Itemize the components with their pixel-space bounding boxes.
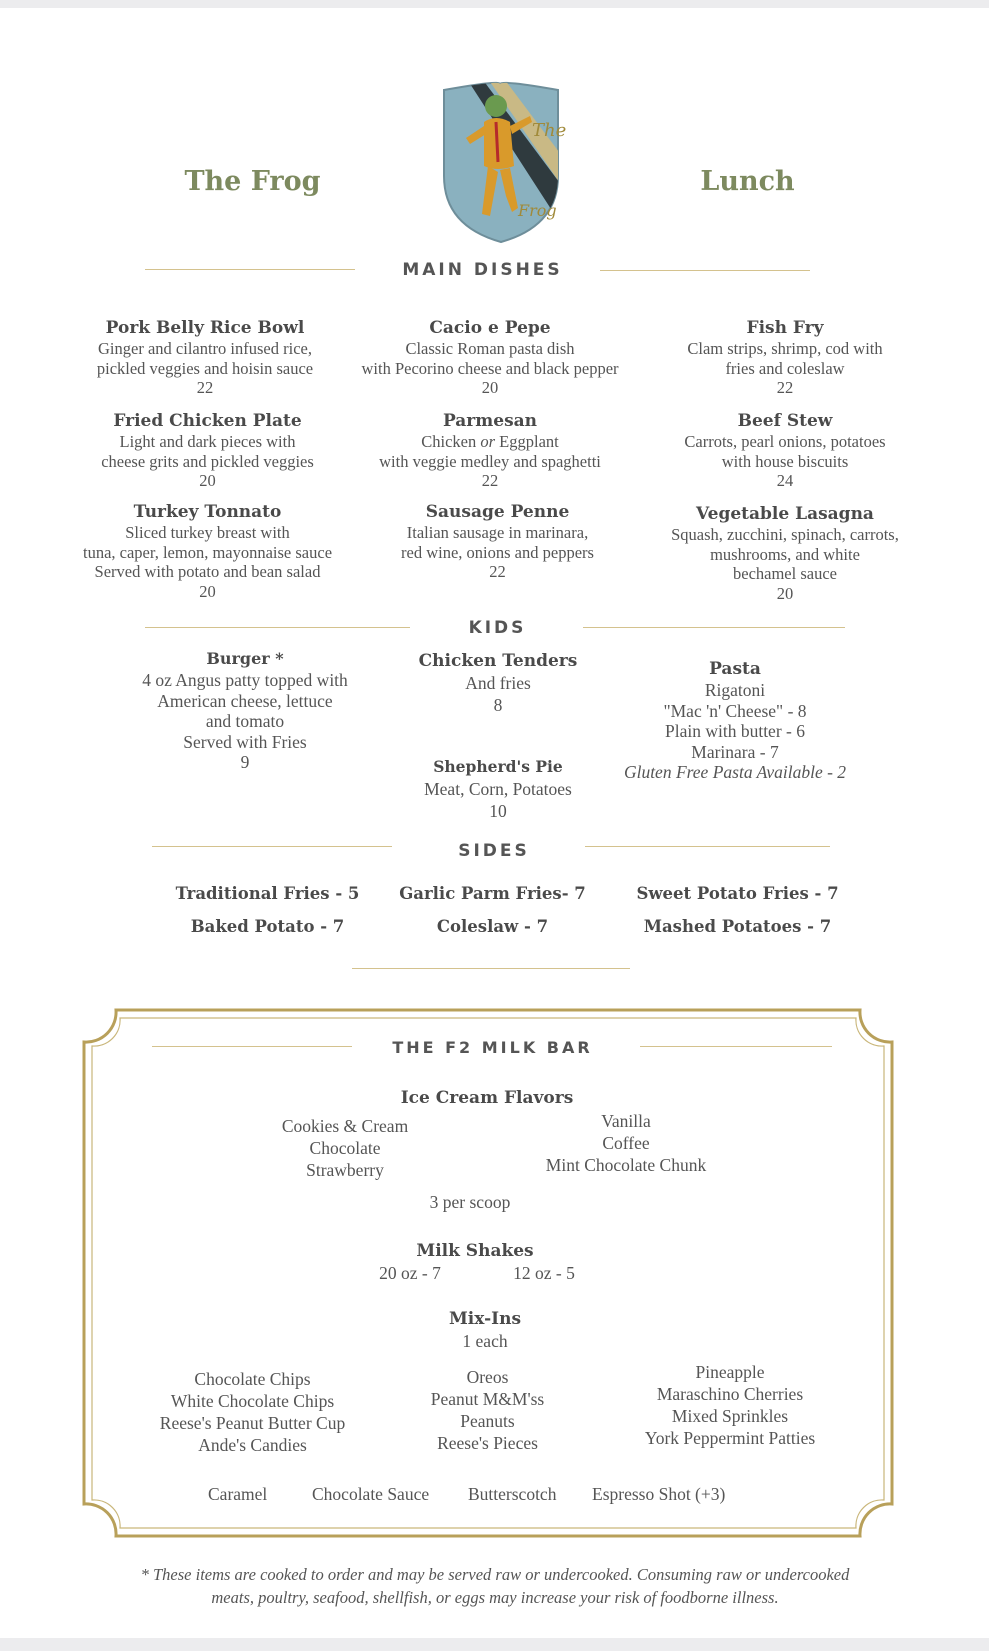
menu-page xyxy=(0,8,989,1638)
mix-ins-title: Mix-Ins xyxy=(448,1309,522,1329)
menu-item xyxy=(110,648,380,773)
menu-item xyxy=(345,410,635,491)
item-price: 20 xyxy=(199,581,216,601)
item-price: 10 xyxy=(489,801,507,821)
menu-item xyxy=(60,317,350,398)
divider-rule xyxy=(352,968,630,969)
mix-in-item: Mixed Sprinkles xyxy=(671,1406,789,1426)
mix-in-item: Maraschino Cherries xyxy=(656,1384,804,1404)
flavor-item: Vanilla xyxy=(601,1111,651,1131)
sauce-item: Espresso Shot (+3) xyxy=(592,1484,726,1504)
shake-price-large: 20 oz - 7 xyxy=(379,1263,441,1283)
scoop-price: 3 per scoop xyxy=(429,1192,511,1212)
item-description: American cheese, lettuce xyxy=(157,690,333,711)
item-description: fries and coleslaw xyxy=(725,358,845,378)
mix-in-item: Chocolate Chips xyxy=(194,1369,311,1389)
svg-text:The: The xyxy=(532,120,567,141)
item-description: red wine, onions and peppers xyxy=(401,542,594,562)
flavor-item: Coffee xyxy=(602,1133,650,1153)
menu-title: Lunch xyxy=(700,166,795,197)
menu-item xyxy=(335,317,645,398)
shake-price-small: 12 oz - 5 xyxy=(513,1263,575,1283)
side-item: Baked Potato - 7 xyxy=(190,917,345,936)
item-description: Served with potato and bean salad xyxy=(94,562,321,581)
side-item: Garlic Parm Fries- 7 xyxy=(399,884,586,903)
item-description: Meat, Corn, Potatoes xyxy=(424,779,572,799)
flavor-item: Chocolate xyxy=(309,1138,381,1158)
item-price: 22 xyxy=(776,378,794,397)
sauce-item: Caramel xyxy=(208,1484,268,1504)
mix-in-item: Peanuts xyxy=(460,1411,515,1431)
ice-cream-flavors-title: Ice Cream Flavors xyxy=(400,1088,574,1108)
item-description: pickled veggies and hoisin sauce xyxy=(96,358,314,378)
disclaimer-line: meats, poultry, seafood, shellfish, or eggs may increase your risk of foodborne illness. xyxy=(211,1588,779,1607)
item-name: Sausage Penne xyxy=(425,502,570,522)
flavor-list xyxy=(520,1110,732,1176)
restaurant-name: The Frog xyxy=(184,166,321,197)
item-description: Chicken or Eggplant xyxy=(421,432,559,451)
item-price: 20 xyxy=(199,471,216,490)
item-name: Pasta xyxy=(709,659,761,679)
section-heading-kids: KIDS xyxy=(468,618,527,638)
sauce-item: Chocolate Sauce xyxy=(312,1484,430,1504)
mix-ins-list xyxy=(615,1361,845,1449)
divider-rule xyxy=(145,627,410,628)
menu-item xyxy=(630,317,940,398)
item-description: Light and dark pieces with xyxy=(119,432,296,451)
item-name: Parmesan xyxy=(442,411,538,431)
item-price: 9 xyxy=(240,752,250,772)
flavor-item: Strawberry xyxy=(306,1160,384,1180)
item-name: Beef Stew xyxy=(737,411,833,431)
item-description: and tomato xyxy=(205,711,285,731)
divider-rule xyxy=(585,846,830,847)
menu-item xyxy=(60,410,355,491)
side-item: Coleslaw - 7 xyxy=(436,917,549,936)
item-price: 22 xyxy=(481,471,499,490)
menu-item xyxy=(640,410,930,491)
flavor-item: Cookies & Cream xyxy=(281,1116,409,1136)
menu-item xyxy=(635,503,935,603)
item-description: Rigatoni xyxy=(704,680,766,700)
side-item: Mashed Potatoes - 7 xyxy=(643,917,832,936)
item-name: Chicken Tenders xyxy=(418,651,578,671)
mix-in-item: Peanut M&M'ss xyxy=(430,1389,545,1409)
item-description: with Pecorino cheese and black pepper xyxy=(361,358,619,378)
item-price: 8 xyxy=(493,695,503,715)
item-description: tuna, caper, lemon, mayonnaise sauce xyxy=(82,542,333,562)
item-description: bechamel sauce xyxy=(733,564,837,583)
item-price: 20 xyxy=(481,378,499,397)
item-description: "Mac 'n' Cheese" - 8 xyxy=(663,700,807,721)
item-description: Ginger and cilantro infused rice, xyxy=(98,339,312,358)
section-heading-main-dishes: MAIN DISHES xyxy=(402,260,563,280)
frog-crest-logo xyxy=(440,76,567,246)
item-name: Cacio e Pepe xyxy=(429,318,551,338)
mix-in-item: Reese's Pieces xyxy=(437,1433,538,1453)
item-description: Italian sausage in marinara, xyxy=(406,523,589,542)
mix-in-item: White Chocolate Chips xyxy=(170,1391,335,1411)
item-description: Marinara - 7 xyxy=(691,741,779,762)
item-description: Plain with butter - 6 xyxy=(665,721,805,741)
item-description: mushrooms, and white xyxy=(710,544,860,564)
mix-ins-list xyxy=(130,1368,375,1456)
item-name: Turkey Tonnato xyxy=(133,502,282,522)
mix-in-item: Oreos xyxy=(466,1367,509,1387)
divider-rule xyxy=(152,1046,352,1047)
section-heading-sides: SIDES xyxy=(458,841,530,861)
mix-in-item: Ande's Candies xyxy=(198,1435,307,1455)
mix-in-item: York Peppermint Patties xyxy=(644,1428,816,1448)
item-price: 20 xyxy=(776,583,794,603)
divider-rule xyxy=(600,270,810,271)
mix-ins-list xyxy=(395,1366,580,1454)
flavor-list xyxy=(250,1115,440,1181)
divider-rule xyxy=(145,269,355,270)
mix-in-item: Pineapple xyxy=(695,1362,765,1382)
mix-ins-price: 1 each xyxy=(462,1331,508,1351)
item-name: Vegetable Lasagna xyxy=(696,504,874,524)
section-heading-milk-bar: THE F2 MILK BAR xyxy=(392,1038,593,1057)
item-description: 4 oz Angus patty topped with xyxy=(142,670,348,690)
menu-item xyxy=(398,651,598,716)
side-item: Sweet Potato Fries - 7 xyxy=(636,884,839,903)
menu-item xyxy=(50,501,365,601)
item-description: Carrots, pearl onions, potatoes xyxy=(684,432,886,451)
milk-shakes-title: Milk Shakes xyxy=(416,1241,534,1261)
item-name: Burger * xyxy=(206,649,284,668)
item-description: cheese grits and pickled veggies xyxy=(101,451,314,471)
item-description: Classic Roman pasta dish xyxy=(405,339,575,358)
item-description: Sliced turkey breast with xyxy=(125,523,290,542)
item-description: Squash, zucchini, spinach, carrots, xyxy=(671,525,899,544)
allergy-disclaimer xyxy=(60,1563,930,1609)
sauce-item: Butterscotch xyxy=(468,1484,557,1504)
menu-item xyxy=(398,756,598,822)
item-note: Gluten Free Pasta Available - 2 xyxy=(623,762,847,782)
item-description: with veggie medley and spaghetti xyxy=(379,451,601,471)
item-name: Shepherd's Pie xyxy=(433,757,563,776)
item-name: Fish Fry xyxy=(746,318,824,338)
flavor-item: Mint Chocolate Chunk xyxy=(545,1155,707,1175)
divider-rule xyxy=(583,627,845,628)
side-item: Traditional Fries - 5 xyxy=(175,884,360,903)
item-name: Pork Belly Rice Bowl xyxy=(105,318,305,338)
menu-item xyxy=(600,659,870,783)
item-name: Fried Chicken Plate xyxy=(113,411,302,431)
item-price: 22 xyxy=(489,562,506,581)
disclaimer-line: * These items are cooked to order and may be served raw or undercooked. Consuming raw or undercooked xyxy=(140,1565,850,1584)
item-price: 24 xyxy=(776,471,794,490)
item-price: 22 xyxy=(196,378,214,397)
item-description: Clam strips, shrimp, cod with xyxy=(687,339,883,358)
item-description: Served with Fries xyxy=(183,731,307,752)
svg-text:Frog: Frog xyxy=(518,201,557,220)
item-description: with house biscuits xyxy=(721,451,849,471)
divider-rule xyxy=(152,846,392,847)
item-description: And fries xyxy=(465,673,531,693)
menu-item xyxy=(355,501,640,582)
divider-rule xyxy=(640,1046,832,1047)
mix-in-item: Reese's Peanut Butter Cup xyxy=(159,1413,346,1433)
